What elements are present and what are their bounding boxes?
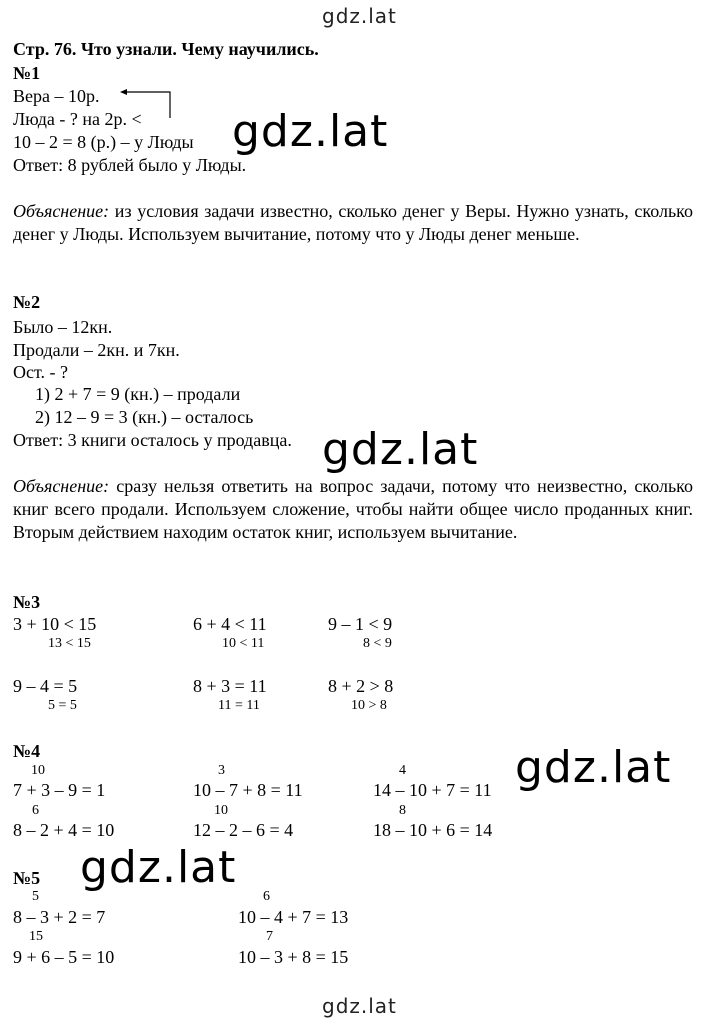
task3-sub: 10 < 11 [222,636,265,651]
task4-sup: 10 [214,803,228,818]
page-header: Стр. 76. Что узнали. Чему научились. [13,39,319,59]
watermark-top: gdz.lat [322,4,397,28]
task3-sub: 11 = 11 [218,698,260,713]
task1-expl-text: из условия задачи известно, сколько денег у Веры. Нужно узнать, сколько денег у Люды. Используем вычитание, потому что у Люды денег меньше. [13,201,693,244]
task3-expr: 8 + 3 = 11 [193,676,267,696]
task4-sup: 3 [218,763,225,778]
task5-sup: 15 [29,929,43,944]
task2-answer: Ответ: 3 книги осталось у продавца. [13,430,292,450]
task3-expr: 8 + 2 > 8 [328,676,394,696]
task2-line3: Ост. - ? [13,362,68,382]
task4-sup: 10 [31,763,45,778]
task5-sup: 7 [266,929,273,944]
comparison-arrow-icon [118,88,174,120]
task3-sub: 5 = 5 [48,698,77,713]
task1-line2: Люда - ? на 2р. < [13,109,142,129]
task2-expl-text: сразу нельзя ответить на вопрос задачи, потому что неизвестно, сколько книг всего продали. Используем сложение, чтобы найти общее число проданных книг. Вторым действием находим остаток книг, используем вычитание. [13,476,693,542]
watermark-big-3: gdz.lat [515,742,672,793]
task4-expr: 14 – 10 + 7 = 11 [373,780,492,800]
task4-expr: 8 – 2 + 4 = 10 [13,820,115,840]
task5-expr: 8 – 3 + 2 = 7 [13,907,106,927]
task5-sup: 6 [263,889,270,904]
task4-sup: 4 [399,763,406,778]
task4-expr: 18 – 10 + 6 = 14 [373,820,493,840]
task1-expl-label: Объяснение: [13,201,110,221]
task2-explanation [13,475,693,544]
task3-title: №3 [13,592,41,612]
task1-line3: 10 – 2 = 8 (р.) – у Люды [13,132,194,152]
task5-expr: 9 + 6 – 5 = 10 [13,947,115,967]
task5-expr: 10 – 3 + 8 = 15 [238,947,349,967]
task3-expr: 9 – 4 = 5 [13,676,78,696]
task3-expr: 3 + 10 < 15 [13,614,97,634]
watermark-big-1: gdz.lat [232,106,389,157]
task3-sub: 10 > 8 [351,698,387,713]
task2-step2: 2) 12 – 9 = 3 (кн.) – осталось [35,407,254,427]
task1-line1: Вера – 10р. [13,86,100,106]
task3-expr: 6 + 4 < 11 [193,614,267,634]
task3-expr: 9 – 1 < 9 [328,614,393,634]
task4-sup: 6 [32,803,39,818]
watermark-bottom: gdz.lat [322,994,397,1018]
task1-answer: Ответ: 8 рублей было у Люды. [13,155,247,175]
task2-line1: Было – 12кн. [13,317,113,337]
watermark-big-2: gdz.lat [322,424,479,475]
task1-explanation [13,200,693,246]
task4-expr: 12 – 2 – 6 = 4 [193,820,294,840]
task5-title: №5 [13,868,41,888]
task3-sub: 13 < 15 [48,636,91,651]
task2-line2: Продали – 2кн. и 7кн. [13,340,180,360]
task5-expr: 10 – 4 + 7 = 13 [238,907,349,927]
task4-sup: 8 [399,803,406,818]
task3-sub: 8 < 9 [363,636,392,651]
watermark-big-4: gdz.lat [80,842,237,893]
task1-title: №1 [13,63,41,83]
task2-title: №2 [13,292,41,312]
task4-title: №4 [13,741,41,761]
task2-step1: 1) 2 + 7 = 9 (кн.) – продали [35,384,241,404]
task2-expl-label: Объяснение: [13,476,110,496]
task4-expr: 10 – 7 + 8 = 11 [193,780,303,800]
task5-sup: 5 [32,889,39,904]
task4-expr: 7 + 3 – 9 = 1 [13,780,106,800]
